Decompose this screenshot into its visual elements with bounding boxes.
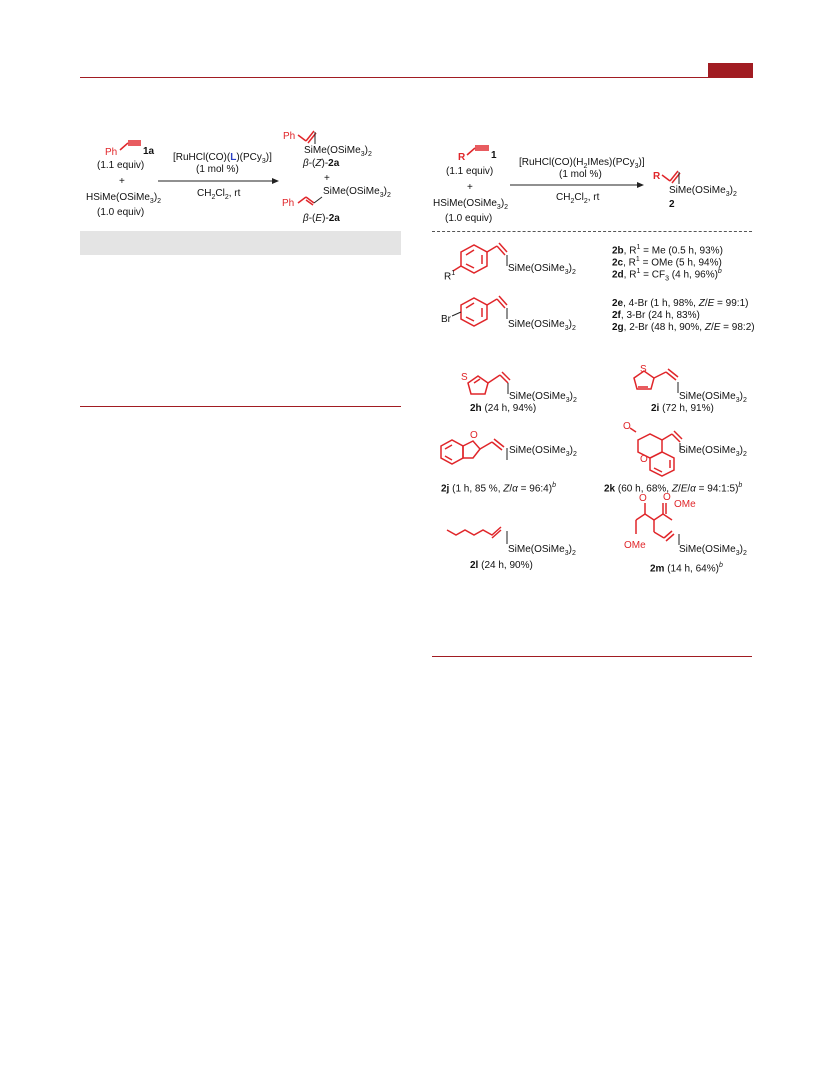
entry-2l: 2l (24 h, 90%) bbox=[470, 560, 533, 571]
header-rule bbox=[80, 77, 753, 78]
solvent-left: $CH_2Cl_2$, rt bbox=[197, 188, 241, 201]
substrate-id: 1a bbox=[143, 146, 155, 157]
thiophene-s-i: S bbox=[640, 364, 647, 375]
entry-2j: 2j (1 h, 85 %, Z/α = 96:4)$^b$ bbox=[441, 482, 556, 495]
substrate-equiv-r: (1.1 equiv) bbox=[446, 166, 494, 177]
substrate-equiv: (1.1 equiv) bbox=[97, 160, 145, 171]
coumarin-o-carbonyl: O bbox=[623, 421, 631, 432]
product-e-ph: Ph bbox=[282, 198, 295, 209]
coumarin-o-ring: O bbox=[640, 454, 648, 465]
entry-2m: 2m (14 h, 64%)$^b$ bbox=[650, 562, 723, 575]
malonate-si: $SiMe(OSiMe_3)_2$ bbox=[679, 544, 747, 557]
product-z-label: β-(Z)-2a bbox=[303, 158, 340, 169]
benzofuran-o: O bbox=[470, 430, 478, 441]
entry-2k: 2k (60 h, 68%, Z/E/α = 94:1:5)$^b$ bbox=[604, 482, 743, 495]
product-r: R bbox=[653, 171, 661, 182]
product-e-si: $SiMe(OSiMe_3)_2$ bbox=[323, 186, 391, 199]
solvent-right: $CH_2Cl_2$, rt bbox=[556, 192, 600, 205]
aryl-si-2: $SiMe(OSiMe_3)_2$ bbox=[508, 319, 576, 332]
catalyst-post: )(PCy$_3$)] bbox=[236, 152, 272, 165]
substrate-id-r: 1 bbox=[491, 150, 497, 161]
aryl-br-label: Br bbox=[441, 314, 451, 325]
malonate-o-right: O bbox=[663, 492, 671, 503]
catalyst-pre: [RuHCl(CO)( bbox=[173, 152, 231, 163]
substrate-ph: Ph bbox=[105, 147, 118, 158]
entry-2h: 2h (24 h, 94%) bbox=[470, 403, 537, 414]
substrate-r: R bbox=[458, 152, 466, 163]
plus-sign: + bbox=[119, 176, 125, 187]
page-tab bbox=[708, 63, 753, 77]
product-id-r: 2 bbox=[669, 199, 675, 210]
product-e-label: β-(E)-2a bbox=[303, 213, 340, 224]
catalyst-ligand: L bbox=[230, 152, 237, 163]
entry-2c: 2c, $R^1$ = OMe (5 h, 94%) bbox=[612, 256, 722, 269]
catalyst-right: $[RuHCl(CO)(H_2IMes)(PCy_3)]$ bbox=[519, 157, 645, 170]
entry-2e: 2e, 4-Br (1 h, 98%, Z/E = 99:1) bbox=[612, 298, 749, 309]
silane-equiv-r: (1.0 equiv) bbox=[445, 213, 493, 224]
thiophene-si-i: $SiMe(OSiMe_3)_2$ bbox=[679, 391, 747, 404]
product-z-ph: Ph bbox=[283, 131, 296, 142]
malonate-ome-bottom: OMe bbox=[624, 540, 646, 551]
malonate-o-top: O bbox=[639, 493, 647, 504]
plus-sign-2: + bbox=[324, 173, 330, 184]
product-z-si: $SiMe(OSiMe_3)_2$ bbox=[304, 145, 372, 158]
silane-equiv: (1.0 equiv) bbox=[97, 207, 145, 218]
entry-2g: 2g, 2-Br (48 h, 90%, Z/E = 98:2) bbox=[612, 322, 755, 333]
entry-2f: 2f, 3-Br (24 h, 83%) bbox=[612, 310, 700, 321]
loading-right: (1 mol %) bbox=[559, 169, 602, 180]
thiophene-si-h: $SiMe(OSiMe_3)_2$ bbox=[509, 391, 577, 404]
plus-sign-r: + bbox=[467, 182, 473, 193]
entry-2b: 2b, $R^1 = Me$ (0.5 h, 93%) bbox=[612, 244, 723, 257]
entry-2i: 2i (72 h, 91%) bbox=[651, 403, 714, 414]
benzofuran-si: $SiMe(OSiMe_3)_2$ bbox=[509, 445, 577, 458]
dashed-separator bbox=[432, 231, 752, 232]
aryl-si-1: $SiMe(OSiMe_3)_2$ bbox=[508, 263, 576, 276]
table-header-bar bbox=[80, 231, 401, 255]
malonate-structure bbox=[0, 0, 1, 1]
product-si-r: $SiMe(OSiMe_3)_2$ bbox=[669, 185, 737, 198]
entry-2d: 2d, $R^1 = CF_3$ (4 h, 96%)$^b$ bbox=[612, 268, 722, 283]
hexenyl-si: $SiMe(OSiMe_3)_2$ bbox=[508, 544, 576, 557]
malonate-ome-top: OMe bbox=[674, 499, 696, 510]
loading-left: (1 mol %) bbox=[196, 164, 239, 175]
aryl-r1-label: $R^1$ bbox=[444, 270, 456, 283]
silane: $HSiMe(OSiMe_3)_2$ bbox=[86, 192, 162, 205]
coumarin-si: $SiMe(OSiMe_3)_2$ bbox=[679, 445, 747, 458]
left-footer-rule bbox=[80, 406, 401, 407]
thiophene-s-h: S bbox=[461, 372, 468, 383]
silane-r: $HSiMe(OSiMe_3)_2$ bbox=[433, 198, 509, 211]
right-footer-rule bbox=[432, 656, 752, 657]
